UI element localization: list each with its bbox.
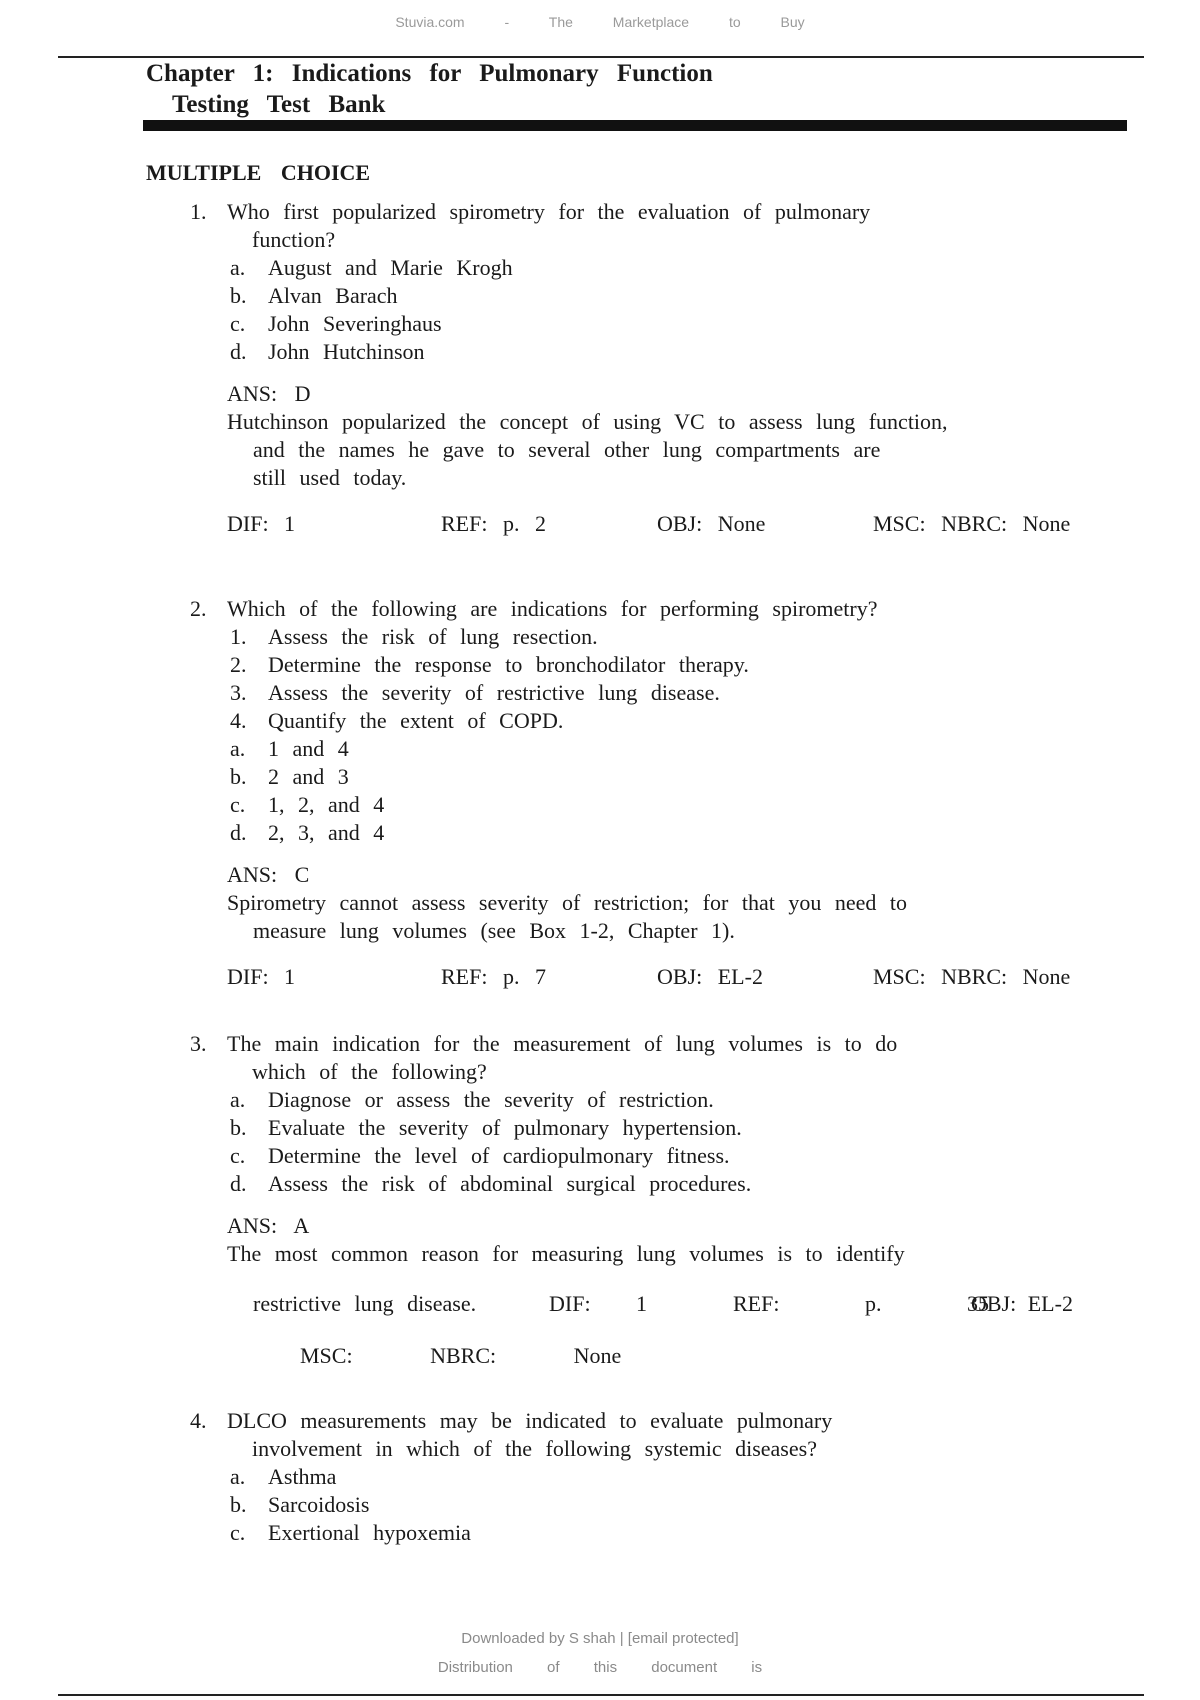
answer-option: a. August and Marie Krogh [230,255,513,280]
answer-option: b. 2 and 3 [230,764,349,789]
distribution-notice: Distribution of this document is [437,1659,763,1676]
question-1 [190,198,1120,538]
question-meta [190,963,1120,991]
section-heading: MULTIPLE CHOICE [146,160,371,185]
statement-item: 4. Quantify the extent of COPD. [230,708,564,733]
statement-item: 2. Determine the response to bronchodilator therapy. [230,652,749,677]
answer-option: a. 1 and 4 [230,736,349,761]
question-number: 2. [190,596,207,621]
question-number: 4. [190,1408,207,1433]
rationale: The most common reason for measuring lung volumes is to identify [227,1241,905,1266]
answer-key: ANS: C [227,862,310,887]
answer-option: d. Assess the risk of abdominal surgical procedures. [230,1171,752,1196]
site-header: Stuvia.com - The Marketplace to Buy [395,14,805,30]
meta-dif: DIF: 1 [549,1291,648,1316]
rationale: Hutchinson popularized the concept of using VC to assess lung function, and the names he gave to several other lung compartments are still used today. [227,409,948,490]
bottom-divider [58,1694,1144,1696]
title-divider [143,120,1127,131]
meta-obj: OBJ: EL-2 [657,964,763,989]
meta-dif: DIF: 1 [227,964,296,989]
question-2 [190,595,1120,991]
question-stem: 3. The main indication for the measurement of lung volumes is to do which of the following? [190,1031,898,1084]
answer-option: b. Evaluate the severity of pulmonary hypertension. [230,1115,742,1140]
answer-option: b. Sarcoidosis [230,1492,370,1517]
chapter-title-line-2: Testing Test Bank [172,91,386,118]
chapter-title [146,58,846,120]
meta-msc: MSC: NBRC: None [873,964,1071,989]
answer-option: c. 1, 2, and 4 [230,792,385,817]
question-number: 3. [190,1031,207,1056]
answer-key: ANS: D [227,381,311,406]
meta-msc: MSC: NBRC: None [873,511,1071,536]
meta-dif: DIF: 1 [227,511,296,536]
answer-option: c. John Severinghaus [230,311,442,336]
statement-item: 3. Assess the severity of restrictive lung disease. [230,680,720,705]
statement-item: 1. Assess the risk of lung resection. [230,624,598,649]
question-4 [190,1407,1120,1547]
rationale: Spirometry cannot assess severity of restriction; for that you need to measure lung volumes (see Box 1-2, Chapter 1). [227,890,907,943]
question-stem: 4. DLCO measurements may be indicated to evaluate pulmonary involvement in which of the following systemic diseases? [190,1408,833,1461]
meta-obj: OBJ: EL-2 [971,1291,1073,1316]
answer-option: d. 2, 3, and 4 [230,820,385,845]
answer-option: b. Alvan Barach [230,283,398,308]
rationale-continued: restrictive lung disease. [253,1291,477,1316]
answer-option: c. Determine the level of cardiopulmonary fitness. [230,1143,730,1168]
meta-msc: MSC: NBRC: None [300,1343,622,1368]
question-3 [190,1030,1120,1370]
answer-option: c. Exertional hypoxemia [230,1520,471,1545]
download-watermark: Downloaded by S shah | [email protected] [461,1630,739,1647]
question-stem: 2. Which of the following are indications for performing spirometry? [190,596,878,621]
meta-obj: OBJ: None [657,511,766,536]
question-number: 1. [190,199,207,224]
question-stem: 1. Who first popularized spirometry for the evaluation of pulmonary function? [190,199,871,252]
question-meta [190,1290,1120,1318]
answer-key: ANS: A [227,1213,310,1238]
answer-option: a. Asthma [230,1464,337,1489]
question-meta [190,510,1120,538]
meta-ref: REF: p. 2 [441,511,546,536]
answer-option: d. John Hutchinson [230,339,425,364]
meta-ref: REF: p. 7 [441,964,546,989]
answer-option: a. Diagnose or assess the severity of restriction. [230,1087,714,1112]
meta-ref: REF: p. 35 [733,1291,989,1316]
chapter-title-line-1: Chapter 1: Indications for Pulmonary Function [146,60,713,87]
